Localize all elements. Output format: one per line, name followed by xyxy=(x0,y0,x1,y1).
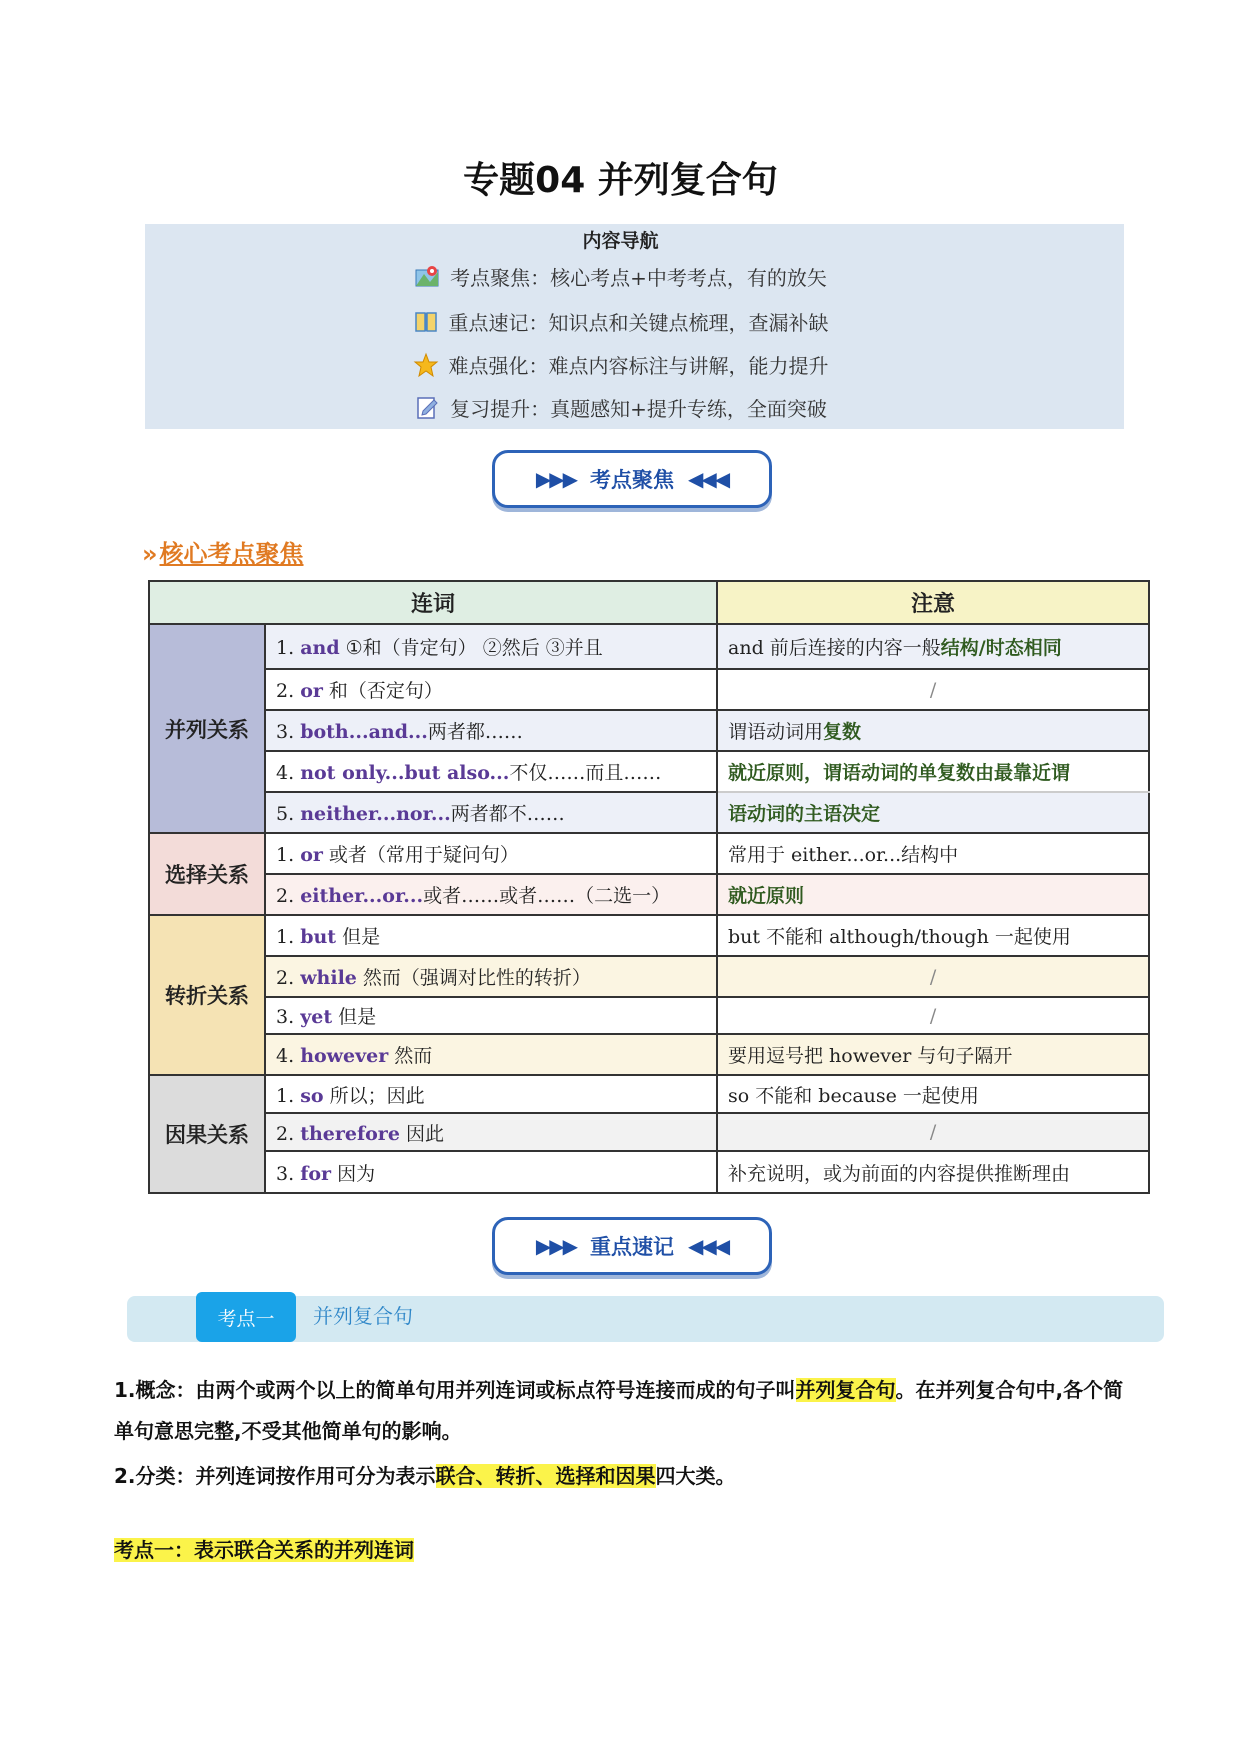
paragraph-kaodian-heading: 考点一：表示联合关系的并列连词 xyxy=(114,1538,414,1562)
kaodian-tag: 考点一 xyxy=(196,1292,296,1342)
table-row xyxy=(149,669,1149,710)
category-cell: 因果关系 xyxy=(149,1075,265,1193)
note-cell: / xyxy=(717,669,1149,710)
conjunction-cell: 1. or 或者（常用于疑问句） xyxy=(265,833,717,874)
table-header-conjunction: 连词 xyxy=(149,581,717,624)
note-cell: 补充说明，或为前面的内容提供推断理由 xyxy=(717,1151,1149,1193)
note-cell: 就近原则 xyxy=(717,874,1149,915)
note-cell: 常用于 either...or...结构中 xyxy=(717,833,1149,874)
note-cell: / xyxy=(717,997,1149,1034)
table-header-row xyxy=(149,581,1149,624)
edit-icon xyxy=(414,395,440,421)
category-cell: 选择关系 xyxy=(149,833,265,915)
conjunction-cell: 2. while 然而（强调对比性的转折） xyxy=(265,956,717,997)
note-cell: so 不能和 because 一起使用 xyxy=(717,1075,1149,1113)
table-row xyxy=(149,956,1149,997)
section-heading-text: 核心考点聚焦 xyxy=(159,540,304,568)
nav-item-text: 复习提升：真题感知+提升专练，全面突破 xyxy=(450,397,827,421)
table-row xyxy=(149,710,1149,751)
book-icon xyxy=(413,309,439,335)
conjunction-cell: 3. for 因为 xyxy=(265,1151,717,1193)
table-row xyxy=(149,997,1149,1034)
conjunction-cell: 4. however 然而 xyxy=(265,1034,717,1075)
table-row xyxy=(149,874,1149,915)
table-row xyxy=(149,624,1149,669)
conjunction-cell: 3. both...and...两者都…… xyxy=(265,710,717,751)
banner-kaodian-jujiao xyxy=(492,450,772,508)
table-row xyxy=(149,1075,1149,1113)
conjunction-cell: 4. not only...but also...不仅……而且…… xyxy=(265,751,717,792)
table-row xyxy=(149,1151,1149,1193)
table-header-note: 注意 xyxy=(717,581,1149,624)
nav-item-text: 重点速记：知识点和关键点梳理，查漏补缺 xyxy=(448,311,829,335)
table-row xyxy=(149,792,1149,833)
conjunction-cell: 2. therefore 因此 xyxy=(265,1113,717,1151)
conjunction-cell: 5. neither...nor...两者都不…… xyxy=(265,792,717,833)
paragraph-classification: 2.分类：并列连词按作用可分为表示联合、转折、选择和因果四大类。 xyxy=(114,1464,736,1488)
note-cell: / xyxy=(717,956,1149,997)
nav-item-focus xyxy=(0,262,1241,291)
conjunction-cell: 1. so 所以；因此 xyxy=(265,1075,717,1113)
note-cell: 谓语动词用复数 xyxy=(717,710,1149,751)
triple-right-arrow-icon: ▶▶▶ xyxy=(535,467,576,491)
conjunction-cell: 2. either...or...或者……或者……（二选一） xyxy=(265,874,717,915)
banner-label: 重点速记 xyxy=(590,1235,674,1259)
nav-item-text: 难点强化：难点内容标注与讲解，能力提升 xyxy=(448,354,829,378)
note-cell: 语动词的主语决定 xyxy=(717,792,1149,833)
table-row xyxy=(149,915,1149,956)
section-heading xyxy=(142,534,304,569)
conjunction-cell: 1. but 但是 xyxy=(265,915,717,956)
table-row xyxy=(149,1034,1149,1075)
triple-right-arrow-icon: ▶▶▶ xyxy=(535,1234,576,1258)
nav-item-text: 考点聚焦：核心考点+中考考点，有的放矢 xyxy=(450,266,827,290)
double-chevron-icon: » xyxy=(142,540,158,568)
banner-label: 考点聚焦 xyxy=(590,468,674,492)
table-row xyxy=(149,833,1149,874)
category-cell: 转折关系 xyxy=(149,915,265,1075)
note-cell: and 前后连接的内容一般结构/时态相同 xyxy=(717,624,1149,669)
note-cell: 就近原则，谓语动词的单复数由最靠近谓 xyxy=(717,751,1149,792)
nav-item-notes xyxy=(0,307,1241,336)
nav-item-strengthen xyxy=(0,350,1241,379)
category-cell: 并列关系 xyxy=(149,624,265,833)
table-row xyxy=(149,1113,1149,1151)
triple-left-arrow-icon: ◀◀◀ xyxy=(688,467,729,491)
conjunction-table xyxy=(148,580,1150,1194)
conjunction-cell: 2. or 和（否定句） xyxy=(265,669,717,710)
map-icon xyxy=(414,264,440,290)
nav-heading: 内容导航 xyxy=(582,230,659,252)
kaodian-title: 并列复合句 xyxy=(313,1304,413,1328)
conjunction-cell: 3. yet 但是 xyxy=(265,997,717,1034)
table-row xyxy=(149,751,1149,792)
note-cell: 要用逗号把 however 与句子隔开 xyxy=(717,1034,1149,1075)
nav-item-review xyxy=(0,393,1241,422)
paragraph-concept: 1.概念：由两个或两个以上的简单句用并列连词或标点符号连接而成的句子叫并列复合句。在并列复合句中,各个简单句意思完整,不受其他简单句的影响。 xyxy=(114,1378,1124,1443)
triple-left-arrow-icon: ◀◀◀ xyxy=(688,1234,729,1258)
star-icon xyxy=(413,352,439,378)
note-cell: but 不能和 although/though 一起使用 xyxy=(717,915,1149,956)
banner-zhongdian-suji xyxy=(492,1217,772,1275)
page-title: 专题04 并列复合句 xyxy=(463,160,778,201)
conjunction-cell: 1. and ①和（肯定句） ②然后 ③并且 xyxy=(265,624,717,669)
note-cell: / xyxy=(717,1113,1149,1151)
